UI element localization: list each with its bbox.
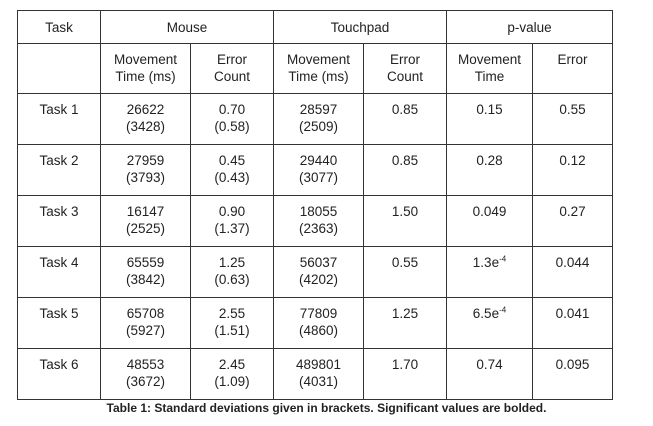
- mouse-movement-time-cell: 65559 (3842): [101, 247, 191, 298]
- touchpad-error-count-cell: 0.55: [364, 247, 447, 298]
- task-label: Task 6: [18, 349, 101, 400]
- mouse-error-count-cell: 1.25 (0.63): [191, 247, 274, 298]
- header-row-measures: [18, 44, 613, 94]
- task-label: Task 1: [18, 94, 101, 145]
- touchpad-movement-time-cell: 56037 (4202): [274, 247, 364, 298]
- subheader-p-error: Error: [533, 44, 613, 94]
- table-caption: Table 1: Standard deviations given in brackets. Significant values are bolded.: [106, 401, 547, 415]
- p-error-cell: 0.27: [533, 196, 613, 247]
- mouse-movement-time-cell: 65708 (5927): [101, 298, 191, 349]
- header-touchpad: Touchpad: [274, 11, 447, 44]
- header-mouse: Mouse: [101, 11, 274, 44]
- p-error-cell: 0.044: [533, 247, 613, 298]
- mouse-error-count-cell: 0.70 (0.58): [191, 94, 274, 145]
- touchpad-error-count-cell: 1.70: [364, 349, 447, 400]
- header-blank: [18, 44, 101, 94]
- mouse-movement-time-cell: 26622 (3428): [101, 94, 191, 145]
- table-row-task-2: [18, 145, 613, 196]
- table-row-task-4: [18, 247, 613, 298]
- subheader-p-movement-time: Movement Time: [447, 44, 533, 94]
- p-error-cell: 0.12: [533, 145, 613, 196]
- table-row-task-5: [18, 298, 613, 349]
- p-movement-time-cell: $6.5e^{-4}$: [447, 298, 533, 349]
- task-label: Task 2: [18, 145, 101, 196]
- header-row-groups: [18, 11, 613, 44]
- touchpad-error-count-cell: 0.85: [364, 145, 447, 196]
- mouse-movement-time-cell: 16147 (2525): [101, 196, 191, 247]
- mouse-movement-time-cell: 48553 (3672): [101, 349, 191, 400]
- p-movement-time-cell: 0.049: [447, 196, 533, 247]
- touchpad-movement-time-cell: 28597 (2509): [274, 94, 364, 145]
- p-error-cell: 0.095: [533, 349, 613, 400]
- table-row-task-6: [18, 349, 613, 400]
- mouse-movement-time-cell: 27959 (3793): [101, 145, 191, 196]
- table-row-task-1: [18, 94, 613, 145]
- mouse-error-count-cell: 2.45 (1.09): [191, 349, 274, 400]
- subheader-mouse-movement-time: Movement Time (ms): [101, 44, 191, 94]
- subheader-touchpad-error-count: Error Count: [364, 44, 447, 94]
- touchpad-error-count-cell: 0.85: [364, 94, 447, 145]
- p-error-cell: 0.55: [533, 94, 613, 145]
- task-label: Task 4: [18, 247, 101, 298]
- results-table: [17, 10, 613, 400]
- mouse-error-count-cell: 2.55 (1.51): [191, 298, 274, 349]
- p-error-cell: 0.041: [533, 298, 613, 349]
- touchpad-error-count-cell: 1.25: [364, 298, 447, 349]
- subheader-mouse-error-count: Error Count: [191, 44, 274, 94]
- touchpad-movement-time-cell: 77809 (4860): [274, 298, 364, 349]
- mouse-error-count-cell: 0.45 (0.43): [191, 145, 274, 196]
- touchpad-movement-time-cell: 29440 (3077): [274, 145, 364, 196]
- table-row-task-3: [18, 196, 613, 247]
- header-p-value: p-value: [447, 11, 613, 44]
- touchpad-movement-time-cell: 489801 (4031): [274, 349, 364, 400]
- p-movement-time-cell: $1.3e^{-4}$: [447, 247, 533, 298]
- task-label: Task 5: [18, 298, 101, 349]
- touchpad-error-count-cell: 1.50: [364, 196, 447, 247]
- header-task: Task: [18, 11, 101, 44]
- p-movement-time-cell: 0.15: [447, 94, 533, 145]
- touchpad-movement-time-cell: 18055 (2363): [274, 196, 364, 247]
- subheader-touchpad-movement-time: Movement Time (ms): [274, 44, 364, 94]
- p-movement-time-cell: 0.28: [447, 145, 533, 196]
- mouse-error-count-cell: 0.90 (1.37): [191, 196, 274, 247]
- p-movement-time-cell: 0.74: [447, 349, 533, 400]
- task-label: Task 3: [18, 196, 101, 247]
